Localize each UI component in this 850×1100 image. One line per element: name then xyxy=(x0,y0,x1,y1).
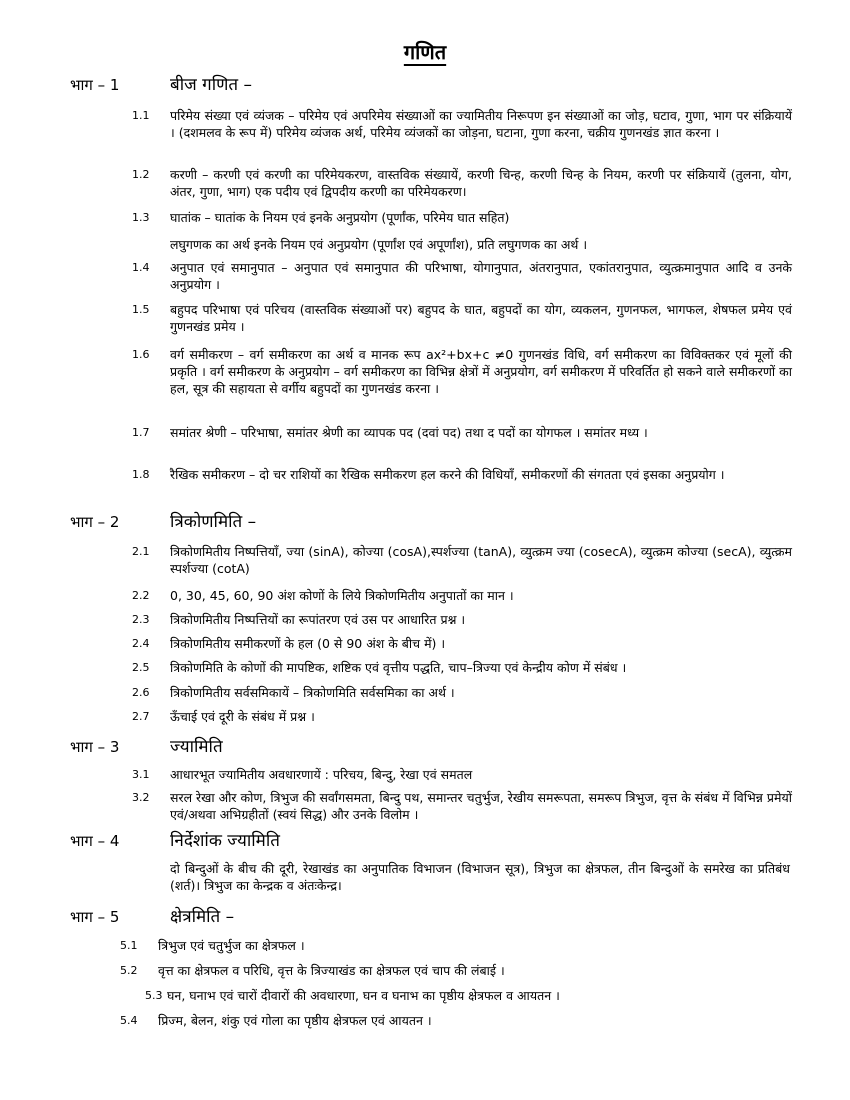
section-part-label: भाग – 1 xyxy=(70,76,120,94)
item-text: परिमेय संख्या एवं व्यंजक – परिमेय एवं अपरिमेय संख्याओं का ज्यामितीय निरूपण इन संख्याओं का जोड़, घटाव, गुणा, भाग पर संक्रियायें । (दशमलव के रूप में) परिमेय व्यंजक अर्थ, परिमेय व्यंजकों का जोड़ना, घटाना, गुणा करना, चक्रीय गुणनखंड ज्ञात करना । xyxy=(170,108,792,140)
item-number: 2.7 xyxy=(132,710,150,723)
section-5-heading xyxy=(70,904,234,927)
item-text: बहुपद परिभाषा एवं परिचय (वास्तविक संख्याओं पर) बहुपद के घात, बहुपदों का योग, व्यकलन, गुणनफल, भागफल, शेषफल प्रमेय एवं गुणनखंड प्रमेय । xyxy=(170,302,792,334)
item-text: त्रिभुज एवं चतुर्भुज का क्षेत्रफल । xyxy=(158,938,305,953)
section-name: क्षेत्रमिति – xyxy=(170,907,235,927)
item-number: 1.7 xyxy=(132,426,150,439)
item-number: 2.1 xyxy=(132,545,150,558)
item-number: 5.2 xyxy=(120,964,138,977)
section-name: निर्देशांक ज्यामिति xyxy=(170,831,280,851)
section-3-heading xyxy=(70,734,223,757)
item-number: 5.4 xyxy=(120,1014,138,1027)
item-text: रैखिक समीकरण – दो चर राशियों का रैखिक समीकरण हल करने की विधियाँ, समीकरणों की संगतता एवं इसका अनुप्रयोग । xyxy=(170,467,725,482)
section-4-heading xyxy=(70,828,280,851)
item-text-block xyxy=(170,209,792,253)
item-number: 1.6 xyxy=(132,348,150,361)
section-part-label: भाग – 4 xyxy=(70,832,120,850)
item-text-continued: लघुगणक का अर्थ इनके नियम एवं अनुप्रयोग (पूर्णांश एवं अपूर्णांश), प्रति लघुगणक का अर्थ । xyxy=(170,237,588,252)
section-name: ज्यामिति xyxy=(170,737,223,757)
item-number: 3.2 xyxy=(132,791,150,804)
section-1-heading xyxy=(70,72,252,95)
section-name: त्रिकोणमिति – xyxy=(170,512,257,532)
section-part-label: भाग – 5 xyxy=(70,908,120,926)
item-text: त्रिकोणमितीय निष्पत्तियाँ, ज्या (sinA), कोज्या (cosA),स्पर्शज्या (tanA), व्युत्क्रम ज्या (cosecA), व्युत्क्रम कोज्या (secA), व्युत्क्रम स्पर्शज्या (cotA) xyxy=(170,544,792,576)
item-text: ऊँचाई एवं दूरी के संबंध में प्रश्न । xyxy=(170,709,315,724)
item-text: त्रिकोणमितीय सर्वसमिकायें – त्रिकोणमिति सर्वसमिका का अर्थ । xyxy=(170,685,455,700)
item-number: 1.3 xyxy=(132,211,150,224)
item-text: आधारभूत ज्यामितीय अवधारणायें : परिचय, बिन्दु, रेखा एवं समतल xyxy=(170,767,473,782)
item-number: 2.3 xyxy=(132,613,150,626)
item-text: करणी – करणी एवं करणी का परिमेयकरण, वास्तविक संख्यायें, करणी चिन्ह, करणी चिन्ह के नियम, करणी पर संक्रियायें (तुलना, योग, अंतर, गुणा, भाग) एक पदीय एवं द्विपदीय करणी का परिमेयकरण। xyxy=(170,167,792,199)
item-number: 1.8 xyxy=(132,468,150,481)
item-number: 1.4 xyxy=(132,261,150,274)
item-text: अनुपात एवं समानुपात – अनुपात एवं समानुपात की परिभाषा, योगानुपात, अंतरानुपात, एकांतरानुपात, व्युत्क्रमानुपात आदि व उनके अनुप्रयोग । xyxy=(170,260,792,292)
section-4-text: दो बिन्दुओं के बीच की दूरी, रेखाखंड का अनुपातिक विभाजन (विभाजन सूत्र), त्रिभुज का क्षेत्रफल, तीन बिन्दुओं के समरेख का प्रतिबंध (शर्त)। त्रिभुज का केन्द्रक व अंतःकेन्द्र। xyxy=(170,861,790,893)
item-text: समांतर श्रेणी – परिभाषा, समांतर श्रेणी का व्यापक पद (दवां पद) तथा द पदों का योगफल । समांतर मध्य । xyxy=(170,425,648,440)
page-title-text: गणित xyxy=(403,40,447,64)
item-text: त्रिकोणमिति के कोणों की मापष्टिक, शष्टिक एवं वृत्तीय पद्धति, चाप–त्रिज्या एवं केन्द्रीय कोण में संबंध । xyxy=(170,660,627,675)
item-text: सरल रेखा और कोण, त्रिभुज की सर्वांगसमता, बिन्दु पथ, समान्तर चतुर्भुज, रेखीय समरूपता, समरूप त्रिभुज, वृत्त के संबंध में विभिन्न प्रमेयों एवं/अथवा अभिग्रहीतों (स्वयं सिद्ध) और उनके विलोम । xyxy=(170,790,792,822)
item-number: 2.5 xyxy=(132,661,150,674)
item-text: 0, 30, 45, 60, 90 अंश कोणों के लिये त्रिकोणमितीय अनुपातों का मान । xyxy=(170,588,514,603)
section-name: बीज गणित – xyxy=(170,75,252,95)
section-part-label: भाग – 3 xyxy=(70,738,120,756)
section-2-heading xyxy=(70,509,256,532)
section-part-label: भाग – 2 xyxy=(70,513,120,531)
page-title xyxy=(0,38,850,65)
item-text: त्रिकोणमितीय समीकरणों के हल (0 से 90 अंश के बीच में) । xyxy=(170,636,446,651)
item-text: प्रिज्म, बेलन, शंकु एवं गोला का पृष्ठीय क्षेत्रफल एवं आयतन । xyxy=(158,1013,432,1028)
item-number: 1.1 xyxy=(132,109,150,122)
item-number: 2.4 xyxy=(132,637,150,650)
item-number: 2.6 xyxy=(132,686,150,699)
item-number: 5.3 xyxy=(145,989,163,1002)
item-text: घन, घनाभ एवं चारों दीवारों की अवधारणा, घन व घनाभ का पृष्ठीय क्षेत्रफल व आयतन । xyxy=(167,988,560,1003)
item-text: घातांक – घातांक के नियम एवं इनके अनुप्रयोग (पूर्णांक, परिमेय घात सहित) xyxy=(170,210,510,225)
item-number: 5.1 xyxy=(120,939,138,952)
item-number: 3.1 xyxy=(132,768,150,781)
item-text: वृत्त का क्षेत्रफल व परिधि, वृत्त के त्रिज्याखंड का क्षेत्रफल एवं चाप की लंबाई । xyxy=(158,963,505,978)
item-text: त्रिकोणमितीय निष्पत्तियों का रूपांतरण एवं उस पर आधारित प्रश्न । xyxy=(170,612,466,627)
item-number: 2.2 xyxy=(132,589,150,602)
item-number: 1.5 xyxy=(132,303,150,316)
item-text: वर्ग समीकरण – वर्ग समीकरण का अर्थ व मानक रूप ax²+bx+c ≠0 गुणनखंड विधि, वर्ग समीकरण का विविक्तकर एवं मूलों की प्रकृति । वर्ग समीकरण के अनुप्रयोग – वर्ग समीकरण का विभिन्न क्षेत्रों में अनुप्रयोग, वर्ग समीकरण में परिवर्तित हो सकने वाले समीकरणों का हल, सूत्र की सहायता से वर्गीय बहुपदों का गुणनखंड करना । xyxy=(170,347,792,396)
item-number: 1.2 xyxy=(132,168,150,181)
